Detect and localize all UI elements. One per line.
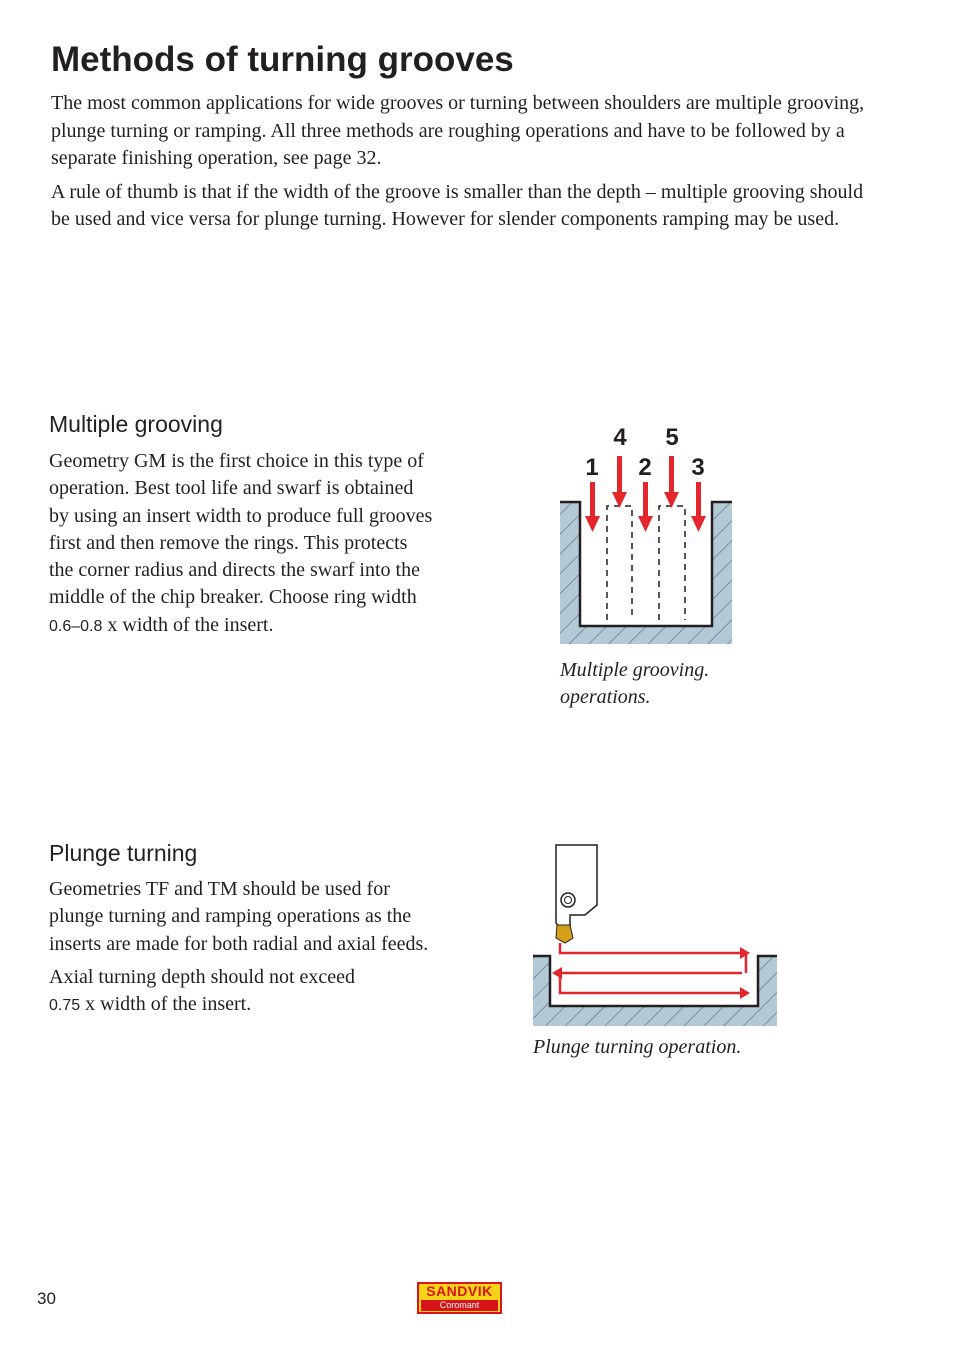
cut-label-5: 5 <box>665 424 679 451</box>
arrowhead-left <box>552 967 562 979</box>
plunge-turning-text <box>49 876 449 1019</box>
toolpath-segment-3 <box>560 973 742 993</box>
intro-text <box>51 90 881 240</box>
arrow-2-head <box>638 516 653 532</box>
arrow-4-shaft <box>617 456 622 494</box>
ring-1-outline <box>607 506 632 620</box>
holder-body <box>556 845 597 928</box>
cut-label-2: 2 <box>638 454 652 481</box>
multiple-grooving-diagram <box>555 420 740 650</box>
cut-labels <box>585 424 704 481</box>
cut-label-4: 4 <box>613 424 627 451</box>
page-title: Methods of turning grooves <box>51 40 514 79</box>
arrow-3-head <box>691 516 706 532</box>
plunge-turning-paragraph-1: Geometries TF and TM should be used for plunge turning and ramping operations as the inserts are made for both radial and axial feeds. <box>49 878 429 955</box>
multiple-grooving-caption <box>560 657 709 711</box>
cut-label-3: 3 <box>691 454 705 481</box>
plunge-turning-diagram <box>530 843 782 1029</box>
ring-2-outline <box>659 506 685 620</box>
insert <box>556 925 573 943</box>
arrow-5-shaft <box>669 456 674 494</box>
sandvik-logo <box>417 1282 502 1314</box>
caption-line-1: Multiple grooving. <box>560 659 710 681</box>
tool-holder <box>556 845 597 943</box>
logo-sub: Coromant <box>421 1300 498 1311</box>
ring-width-range: 0.6–0.8 <box>49 617 103 635</box>
multiple-grooving-paragraph: Geometry GM is the first choice in this type of operation. Best tool life and swarf is obtained by using an insert width to produce full grooves first and then remove the rings. This protects the corner radius and directs the swarf into the middle of the chip breaker. Choose ring width <box>49 450 433 609</box>
page-number: 30 <box>37 1289 56 1308</box>
arrow-3-shaft <box>696 482 701 518</box>
multiple-grooving-text <box>49 448 434 640</box>
arrow-1-shaft <box>590 482 595 518</box>
intro-paragraph-2: A rule of thumb is that if the width of the groove is smaller than the depth – multiple grooving should be used and vice versa for plunge turning. However for slender components ramping may be used. <box>51 180 864 230</box>
clamp-screw <box>561 893 575 907</box>
toolpath-segment-1 <box>560 943 742 953</box>
caption-line-2: operations. <box>560 686 651 708</box>
plunge-turning-paragraph-2: Axial turning depth should not exceed <box>49 965 356 988</box>
arrowhead-right-2 <box>740 987 750 999</box>
plunge-turning-heading: Plunge turning <box>49 840 198 866</box>
plunge-turning-caption: Plunge turning operation. <box>533 1036 742 1058</box>
logo-brand: SANDVIK <box>426 1283 493 1299</box>
multiple-grooving-heading: Multiple grooving <box>49 411 223 437</box>
axial-depth-value: 0.75 <box>49 997 81 1015</box>
toolpath-returns <box>560 953 746 973</box>
arrow-1-head <box>585 516 600 532</box>
multiple-grooving-paragraph-end: x width of the insert. <box>102 613 274 636</box>
intro-paragraph-1: The most common applications for wide grooves or turning between shoulders are multiple grooving, plunge turning or ramping. All three methods are roughing operations and have to be followed by a separate finishing operation, see page 32. <box>51 92 865 169</box>
toolpath <box>560 943 742 993</box>
cut-label-1: 1 <box>585 454 599 481</box>
plunge-turning-paragraph-2-end: x width of the insert. <box>80 993 252 1016</box>
arrow-2-shaft <box>643 482 648 518</box>
